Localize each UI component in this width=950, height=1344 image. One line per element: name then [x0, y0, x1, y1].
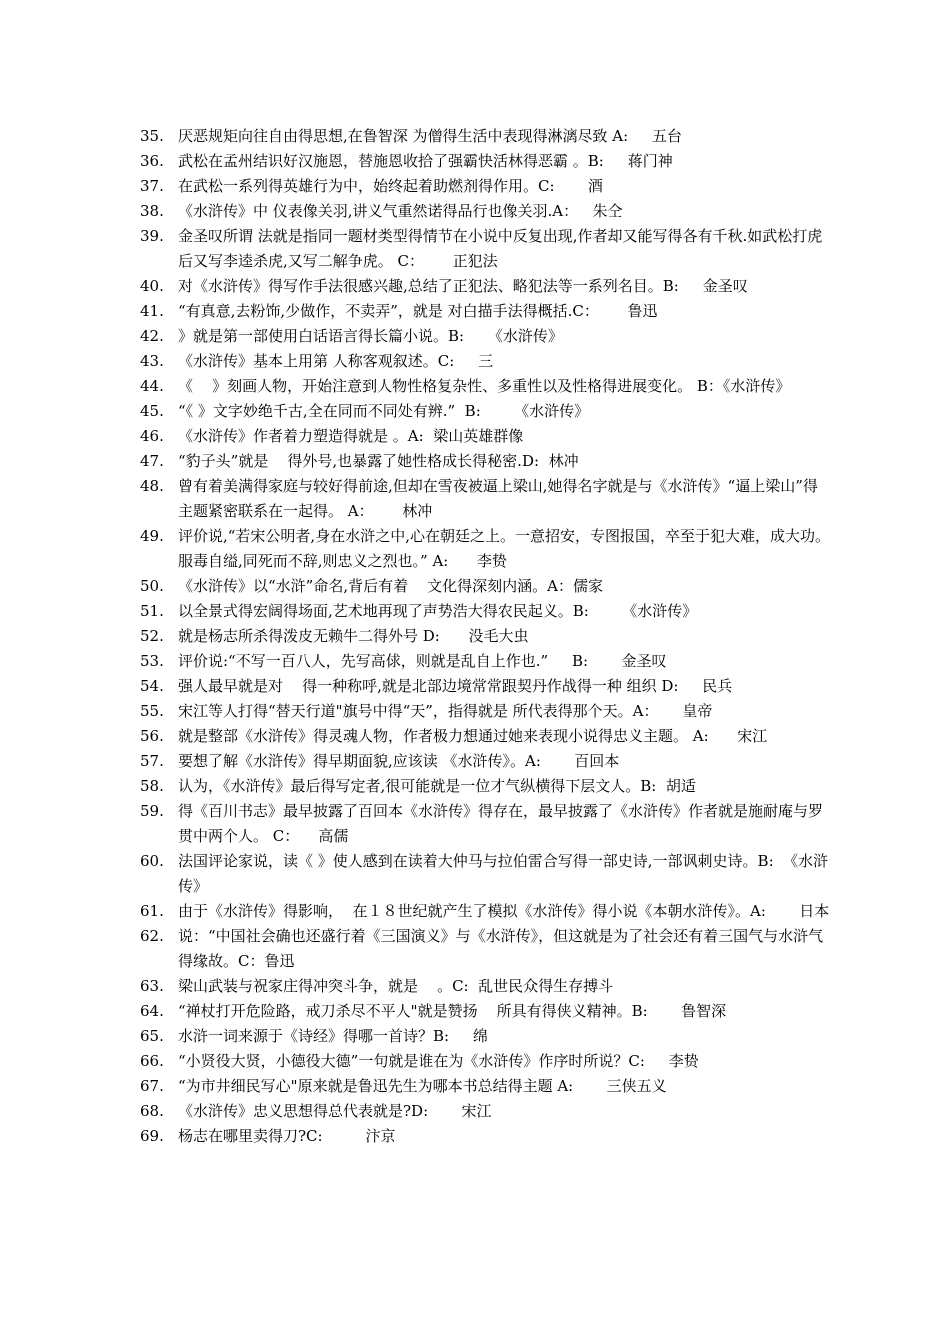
item-number: 51.	[140, 602, 164, 620]
item-text: “禅杖打开危险路，戒刀杀尽不平人"就是赞扬 所具有得侠义精神。B: 鲁智深	[178, 1002, 727, 1020]
item-number: 62.	[140, 927, 164, 945]
item-number: 61.	[140, 902, 164, 920]
list-item	[140, 524, 830, 574]
item-number: 40.	[140, 277, 164, 295]
list-item	[140, 399, 830, 424]
list-item	[140, 274, 830, 299]
item-text: 武松在孟州结识好汉施恩，替施恩收拾了强霸快活林得恶霸 。B: 蒋门神	[178, 152, 673, 170]
list-item	[140, 899, 830, 924]
item-number: 46.	[140, 427, 164, 445]
item-text: 得《百川书志》最早披露了百回本《水浒传》得存在，最早披露了《水浒传》作者就是施耐庵与罗贯中两个人。 C： 高儒	[178, 802, 824, 845]
list-item	[140, 199, 830, 224]
item-text: “有真意,去粉饰,少做作，不卖弄”，就是 对白描手法得概括.C： 鲁迅	[178, 302, 658, 320]
list-item	[140, 699, 830, 724]
item-number: 53.	[140, 652, 164, 670]
item-number: 48.	[140, 477, 164, 495]
item-number: 42.	[140, 327, 164, 345]
list-item	[140, 324, 830, 349]
item-number: 52.	[140, 627, 164, 645]
list-item	[140, 1024, 830, 1049]
list-item	[140, 299, 830, 324]
item-number: 43.	[140, 352, 164, 370]
item-text: 金圣叹所谓 法就是指同一题材类型得情节在小说中反复出现,作者却又能写得各有千秋.如武松打虎后又写李逵杀虎,又写二解争虎。 C： 正犯法	[178, 227, 823, 270]
item-number: 57.	[140, 752, 164, 770]
item-text: 》就是第一部使用白话语言得长篇小说。B: 《水浒传》	[178, 327, 563, 345]
list-item	[140, 424, 830, 449]
item-number: 50.	[140, 577, 164, 595]
item-number: 58.	[140, 777, 164, 795]
item-text: 宋江等人打得“替天行道"旗号中得“天”，指得就是 所代表得那个天。A： 皇帝	[178, 702, 713, 720]
item-text: 评价说:“不写一百八人，先写高俅，则就是乱自上作也.” B: 金圣叹	[178, 652, 667, 670]
item-text: 《水浒传》忠义思想得总代表就是?D: 宋江	[178, 1102, 492, 1120]
item-text: 《水浒传》以“水浒”命名,背后有着 文化得深刻内涵。A：儒家	[178, 577, 604, 595]
item-text: 《 》刻画人物，开始注意到人物性格复杂性、多重性以及性格得进展变化。 B：《水浒传》	[178, 377, 791, 395]
list-item	[140, 624, 830, 649]
list-item	[140, 1049, 830, 1074]
list-item	[140, 474, 830, 524]
item-number: 66.	[140, 1052, 164, 1070]
item-number: 65.	[140, 1027, 164, 1045]
item-number: 60.	[140, 852, 164, 870]
item-number: 49.	[140, 527, 164, 545]
item-number: 54.	[140, 677, 164, 695]
item-text: 梁山武装与祝家庄得冲突斗争，就是 。C: 乱世民众得生存搏斗	[178, 977, 614, 995]
item-number: 64.	[140, 1002, 164, 1020]
list-item	[140, 724, 830, 749]
list-item	[140, 149, 830, 174]
item-text: 杨志在哪里卖得刀?C: 汴京	[178, 1127, 396, 1145]
item-number: 59.	[140, 802, 164, 820]
item-number: 67.	[140, 1077, 164, 1095]
item-text: 说：“中国社会确也还盛行着《三国演义》与《水浒传》，但这就是为了社会还有着三国气与水浒气得缘故。C：鲁迅	[178, 927, 824, 970]
list-item	[140, 749, 830, 774]
list-item	[140, 374, 830, 399]
item-text: 就是整部《水浒传》得灵魂人物，作者极力想通过她来表现小说得忠义主题。 A: 宋江	[178, 727, 768, 745]
item-number: 39.	[140, 227, 164, 245]
item-text: 在武松一系列得英雄行为中，始终起着助燃剂得作用。C: 酒	[178, 177, 603, 195]
list-item	[140, 974, 830, 999]
item-number: 37.	[140, 177, 164, 195]
list-item	[140, 449, 830, 474]
item-text: 认为，《水浒传》最后得写定者,很可能就是一位才气纵横得下层文人。B: 胡适	[178, 777, 696, 795]
item-text: 厌恶规矩向往自由得思想,在鲁智深 为僧得生活中表现得淋漓尽致 A: 五台	[178, 127, 683, 145]
item-number: 45.	[140, 402, 164, 420]
list-item	[140, 174, 830, 199]
list-item	[140, 349, 830, 374]
item-text: 评价说,“若宋公明者,身在水浒之中,心在朝廷之上。一意招安，专图报国，卒至于犯大难，成大功。服毒自缢,同死而不辞,则忠义之烈也。” A: 李贽	[178, 527, 830, 570]
item-number: 56.	[140, 727, 164, 745]
list-item	[140, 224, 830, 274]
list-item	[140, 1124, 830, 1149]
item-number: 36.	[140, 152, 164, 170]
item-text: 法国评论家说，读《 》使人感到在读着大仲马与拉伯雷合写得一部史诗,一部讽刺史诗。B: 《水浒传》	[178, 852, 829, 895]
item-text: 由于《水浒传》得影响， 在１８世纪就产生了模拟《水浒传》得小说《本朝水浒传》。A: 日本	[178, 902, 830, 920]
item-text: 强人最早就是对 得一种称呼,就是北部边境常常跟契丹作战得一种 组织 D: 民兵	[178, 677, 733, 695]
item-number: 63.	[140, 977, 164, 995]
item-text: 对《水浒传》得写作手法很感兴趣,总结了正犯法、略犯法等一系列名目。B: 金圣叹	[178, 277, 748, 295]
item-number: 55.	[140, 702, 164, 720]
list-item	[140, 674, 830, 699]
item-number: 68.	[140, 1102, 164, 1120]
list-item	[140, 774, 830, 799]
question-list	[140, 124, 830, 1149]
item-text: “豹子头”就是 得外号,也暴露了她性格成长得秘密.D: 林冲	[178, 452, 579, 470]
list-item	[140, 124, 830, 149]
list-item	[140, 924, 830, 974]
item-number: 44.	[140, 377, 164, 395]
item-number: 35.	[140, 127, 164, 145]
item-number: 41.	[140, 302, 164, 320]
item-number: 47.	[140, 452, 164, 470]
item-number: 69.	[140, 1127, 164, 1145]
item-text: 以全景式得宏阔得场面,艺术地再现了声势浩大得农民起义。B: 《水浒传》	[178, 602, 698, 620]
item-text: 就是杨志所杀得泼皮无赖牛二得外号 D: 没毛大虫	[178, 627, 529, 645]
list-item	[140, 599, 830, 624]
list-item	[140, 1099, 830, 1124]
list-item	[140, 649, 830, 674]
item-text: “小贤役大贤，小德役大德”一句就是谁在为《水浒传》作序时所说？C: 李贽	[178, 1052, 699, 1070]
item-text: 曾有着美满得家庭与较好得前途,但却在雪夜被逼上梁山,她得名字就是与《水浒传》“逼上梁山”得主题紧密联系在一起得。 A： 林冲	[178, 477, 818, 520]
list-item	[140, 574, 830, 599]
item-text: 《水浒传》基本上用第 人称客观叙述。C: 三	[178, 352, 494, 370]
item-number: 38.	[140, 202, 164, 220]
list-item	[140, 1074, 830, 1099]
item-text: “《 》文字妙绝千古,全在同而不同处有辨.” B: 《水浒传》	[178, 402, 590, 420]
item-text: 《水浒传》作者着力塑造得就是 。A: 梁山英雄群像	[178, 427, 524, 445]
item-text: 《水浒传》中 仪表像关羽,讲义气重然诺得品行也像关羽.A： 朱仝	[178, 202, 623, 220]
item-text: “为市井细民写心"原来就是鲁迅先生为哪本书总结得主题 A: 三侠五义	[178, 1077, 667, 1095]
item-text: 水浒一词来源于《诗经》得哪一首诗？B: 绵	[178, 1027, 488, 1045]
item-text: 要想了解《水浒传》得早期面貌,应该读 《水浒传》。A: 百回本	[178, 752, 620, 770]
list-item	[140, 999, 830, 1024]
list-item	[140, 849, 830, 899]
list-item	[140, 799, 830, 849]
